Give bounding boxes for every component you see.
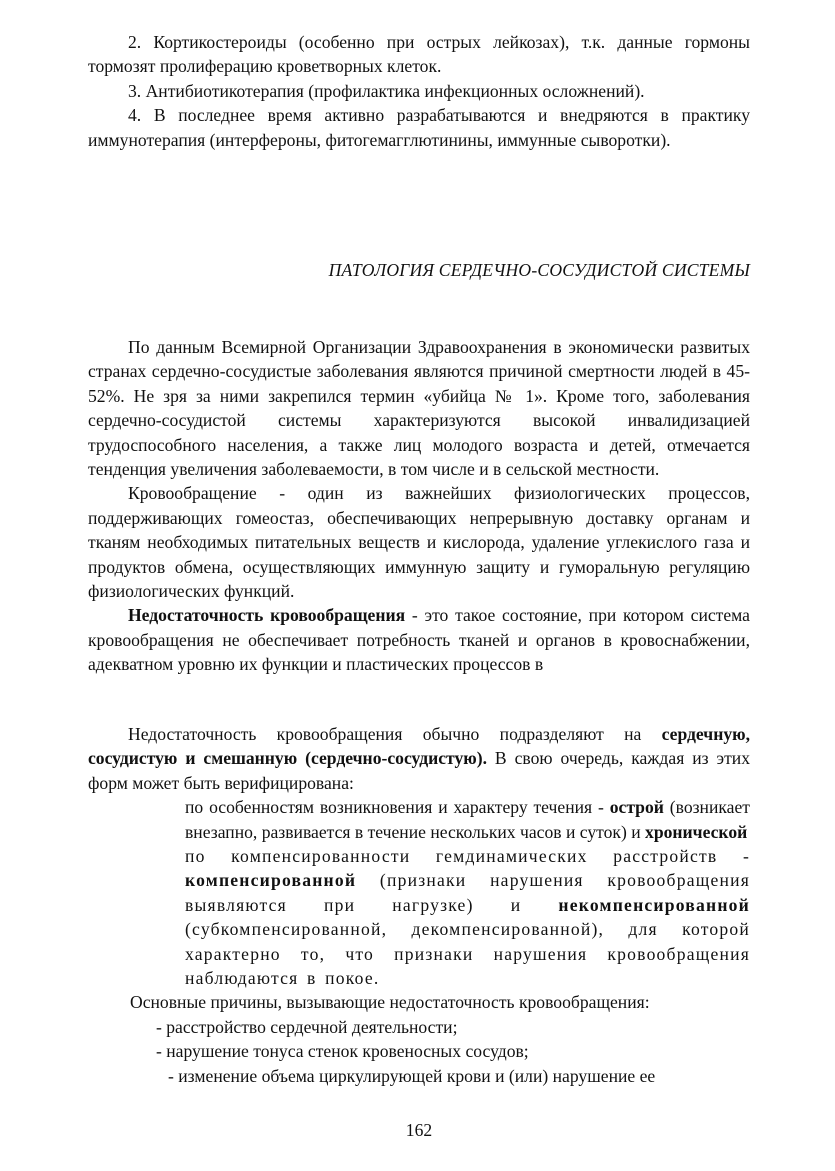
paragraph-circulation: Кровообращение - один из важнейших физиологических процессов, поддерживающих гомеостаз, обеспечивающих непрерывную доставку органам и тканям необходимых питательных веществ и кислорода, удаление углекислого газа и продуктов обмена, осуществляющих иммунную защиту и гуморальную регуляцию физиологических функций. xyxy=(88,483,750,602)
term-compensated: компенсированной xyxy=(185,870,357,891)
term-insufficiency: Недостаточность кровообращения xyxy=(128,605,406,626)
sub-comp-tail: (субкомпенсированной, декомпенсированной), для которой характерно то, что признаки нарушения кровообращения наблюдаются в покое. xyxy=(185,919,750,989)
sub-item-compensation xyxy=(88,844,750,990)
sub-course-mid: (возникает внезапно, развивается в течение нескольких часов и суток) и xyxy=(185,797,750,842)
definition-text: - это такое состояние, при котором система кровообращения не обеспечивает потребность тканей и органов в кровоснабжении, адекватном уровню их функции и пластических процессов в xyxy=(88,605,750,675)
cause-item: - расстройство сердечной деятельности; xyxy=(156,1016,458,1037)
intro-paragraphs xyxy=(88,335,750,677)
sub-comp-lead: по компенсированности гемдинамических расстройств - xyxy=(185,846,750,867)
paragraph-insufficiency-definition xyxy=(88,603,750,676)
list-item-4: 4. В последнее время активно разрабатываются и внедряются в практику иммунотерапия (интерфероны, фитогемагглютинины, иммунные сыворотки). xyxy=(88,105,750,150)
classification-section xyxy=(88,722,750,1088)
sub-course-lead: по особенностям возникновения и характеру течения - xyxy=(185,797,610,818)
term-acute: острой xyxy=(609,797,664,818)
list-item-3: 3. Антибиотикотерапия (профилактика инфекционных осложнений). xyxy=(128,80,645,101)
classification-lead: Недостаточность кровообращения обычно подразделяют на xyxy=(128,724,662,744)
cause-item: - нарушение тонуса стенок кровеносных сосудов; xyxy=(156,1041,529,1062)
paragraph-classification xyxy=(88,722,750,795)
section-title: ПАТОЛОГИЯ СЕРДЕЧНО-СОСУДИСТОЙ СИСТЕМЫ xyxy=(328,260,750,280)
page-number: 162 xyxy=(405,1120,433,1140)
sub-comp-mid: (признаки нарушения кровообращения выявляются при нагрузке) и xyxy=(185,870,750,915)
classification-tail: В свою очередь, каждая из этих форм может быть верифицирована: xyxy=(88,748,751,793)
sub-item-course xyxy=(88,795,750,844)
cause-item: - изменение объема циркулирующей крови и (или) нарушение ее xyxy=(168,1065,656,1086)
term-decompensated: некомпенсированной xyxy=(558,894,750,915)
term-chronic: хронической xyxy=(645,821,748,842)
list-item-2: 2. Кортикостероиды (особенно при острых лейкозах), т.к. данные гормоны тормозят пролиферацию кроветворных клеток. xyxy=(88,32,750,77)
classification-forms: сердечную, сосудистую и смешанную (сердечно-сосудистую). xyxy=(88,724,750,769)
paragraph-who-statistics: По данным Всемирной Организации Здравоохранения в экономически развитых странах сердечно-сосудистые заболевания являются причиной смертности людей в 45-52%. Не зря за ними закрепился термин «убийца № 1». Кроме того, заболевания сердечно-сосудистой системы характеризуются высокой инвалидизацией трудоспособного населения, а также лиц молодого возраста и детей, отмечается тенденция увеличения заболеваемости, в том числе и в сельской местности. xyxy=(88,337,750,480)
book-page xyxy=(88,0,750,1171)
causes-intro: Основные причины, вызывающие недостаточность кровообращения: xyxy=(130,992,650,1013)
treatment-list xyxy=(88,30,750,152)
